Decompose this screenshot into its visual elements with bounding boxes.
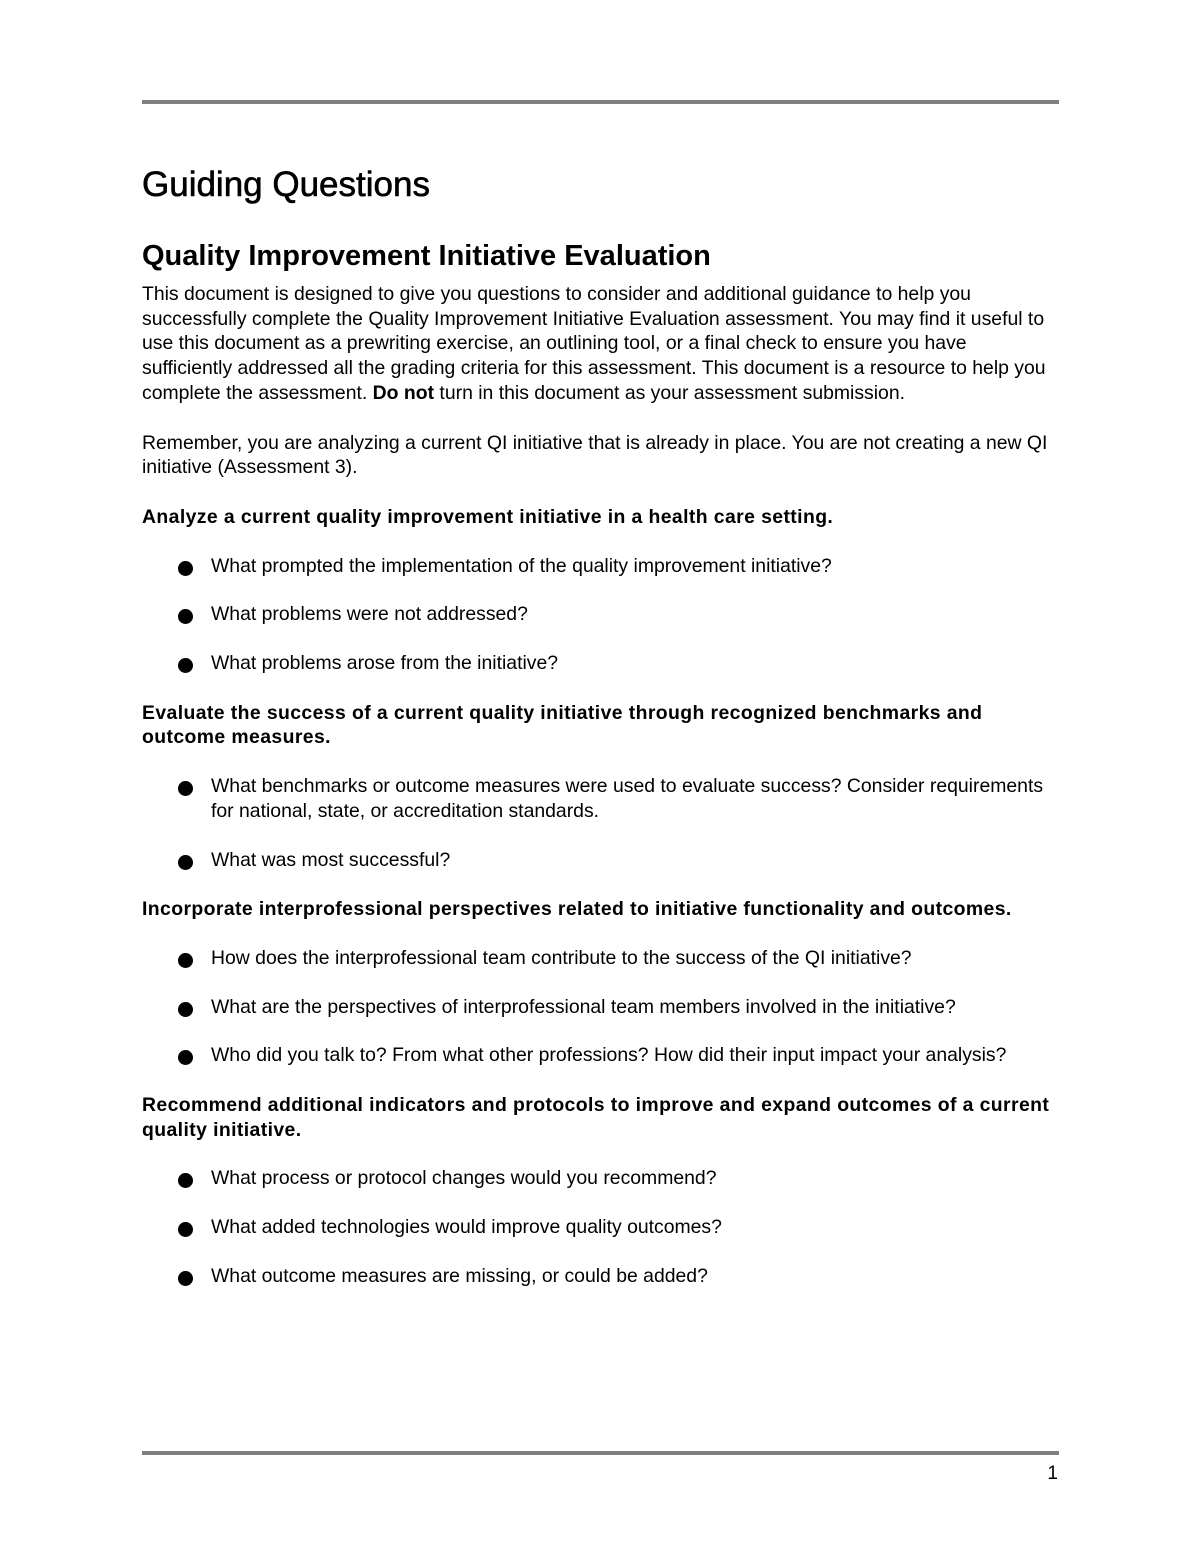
- bullet-icon: [178, 658, 193, 673]
- page-number: 1: [1047, 1463, 1058, 1484]
- section-incorporate: [142, 897, 1059, 1068]
- question-item: [142, 651, 1059, 676]
- header-rule: [142, 100, 1059, 104]
- question-item: [142, 1215, 1059, 1240]
- question-text: What problems were not addressed?: [211, 603, 528, 626]
- question-text: What benchmarks or outcome measures were used to evaluate success? Consider requirements for national, state, or accreditation standards.: [211, 775, 1044, 822]
- question-item: [142, 946, 1059, 971]
- intro-text-end: turn in this document as your assessment submission.: [434, 381, 906, 404]
- question-text: What was most successful?: [211, 848, 451, 871]
- section-heading: Analyze a current quality improvement initiative in a health care setting.: [142, 505, 834, 528]
- page-title: Guiding Questions: [142, 165, 430, 204]
- section-recommend: [142, 1093, 1059, 1289]
- question-list: [142, 1166, 1059, 1288]
- footer-rule: [142, 1451, 1059, 1455]
- bullet-icon: [178, 609, 193, 624]
- question-item: [142, 602, 1059, 627]
- bullet-icon: [178, 1271, 193, 1286]
- question-item: [142, 1264, 1059, 1289]
- section-heading: Evaluate the success of a current quality initiative through recognized benchmarks and outcome measures.: [142, 701, 983, 749]
- question-item: [142, 995, 1059, 1020]
- question-item: [142, 1166, 1059, 1191]
- question-item: [142, 774, 1059, 823]
- question-item: [142, 848, 1059, 873]
- bullet-icon: [178, 855, 193, 870]
- section-heading: Recommend additional indicators and protocols to improve and expand outcomes of a current quality initiative.: [142, 1094, 1050, 1141]
- question-item: [142, 1043, 1059, 1068]
- question-text: What problems arose from the initiative?: [211, 652, 559, 675]
- document-body: [142, 163, 1059, 1289]
- question-item: [142, 554, 1059, 579]
- page-subtitle: Quality Improvement Initiative Evaluation: [142, 240, 711, 272]
- section-evaluate: [142, 701, 1059, 873]
- bullet-icon: [178, 1050, 193, 1065]
- question-text: What added technologies would improve quality outcomes?: [211, 1216, 722, 1239]
- intro-bold-text: Do not: [372, 381, 435, 404]
- bullet-icon: [178, 953, 193, 968]
- bullet-icon: [178, 1222, 193, 1237]
- question-list: [142, 774, 1059, 872]
- question-text: What prompted the implementation of the quality improvement initiative?: [211, 554, 832, 577]
- question-text: What process or protocol changes would you recommend?: [211, 1167, 717, 1190]
- remember-paragraph: Remember, you are analyzing a current QI initiative that is already in place. You are not creating a new QI initiative (Assessment 3).: [142, 431, 1048, 479]
- bullet-icon: [178, 781, 193, 796]
- question-text: Who did you talk to? From what other professions? How did their input impact your analysis?: [211, 1044, 1007, 1067]
- section-heading: Incorporate interprofessional perspectives related to initiative functionality and outcomes.: [142, 898, 1012, 921]
- intro-text: This document is designed to give you questions to consider and additional guidance to help you successfully complete the Quality Improvement Initiative Evaluation assessment. You may find it useful to use this document as a prewriting exercise, an outlining tool, or a final check to ensure you have sufficiently addressed all the grading criteria for this assessment. This document is a resource to help you complete the assessment.: [142, 283, 1046, 404]
- question-text: How does the interprofessional team contribute to the success of the QI initiative?: [211, 946, 912, 969]
- question-text: What outcome measures are missing, or could be added?: [211, 1264, 708, 1287]
- section-analyze: [142, 505, 1059, 676]
- bullet-icon: [178, 1002, 193, 1017]
- question-text: What are the perspectives of interprofessional team members involved in the initiative?: [211, 995, 956, 1018]
- intro-paragraph: [142, 282, 1059, 406]
- question-list: [142, 554, 1059, 676]
- question-list: [142, 946, 1059, 1068]
- bullet-icon: [178, 1173, 193, 1188]
- bullet-icon: [178, 561, 193, 576]
